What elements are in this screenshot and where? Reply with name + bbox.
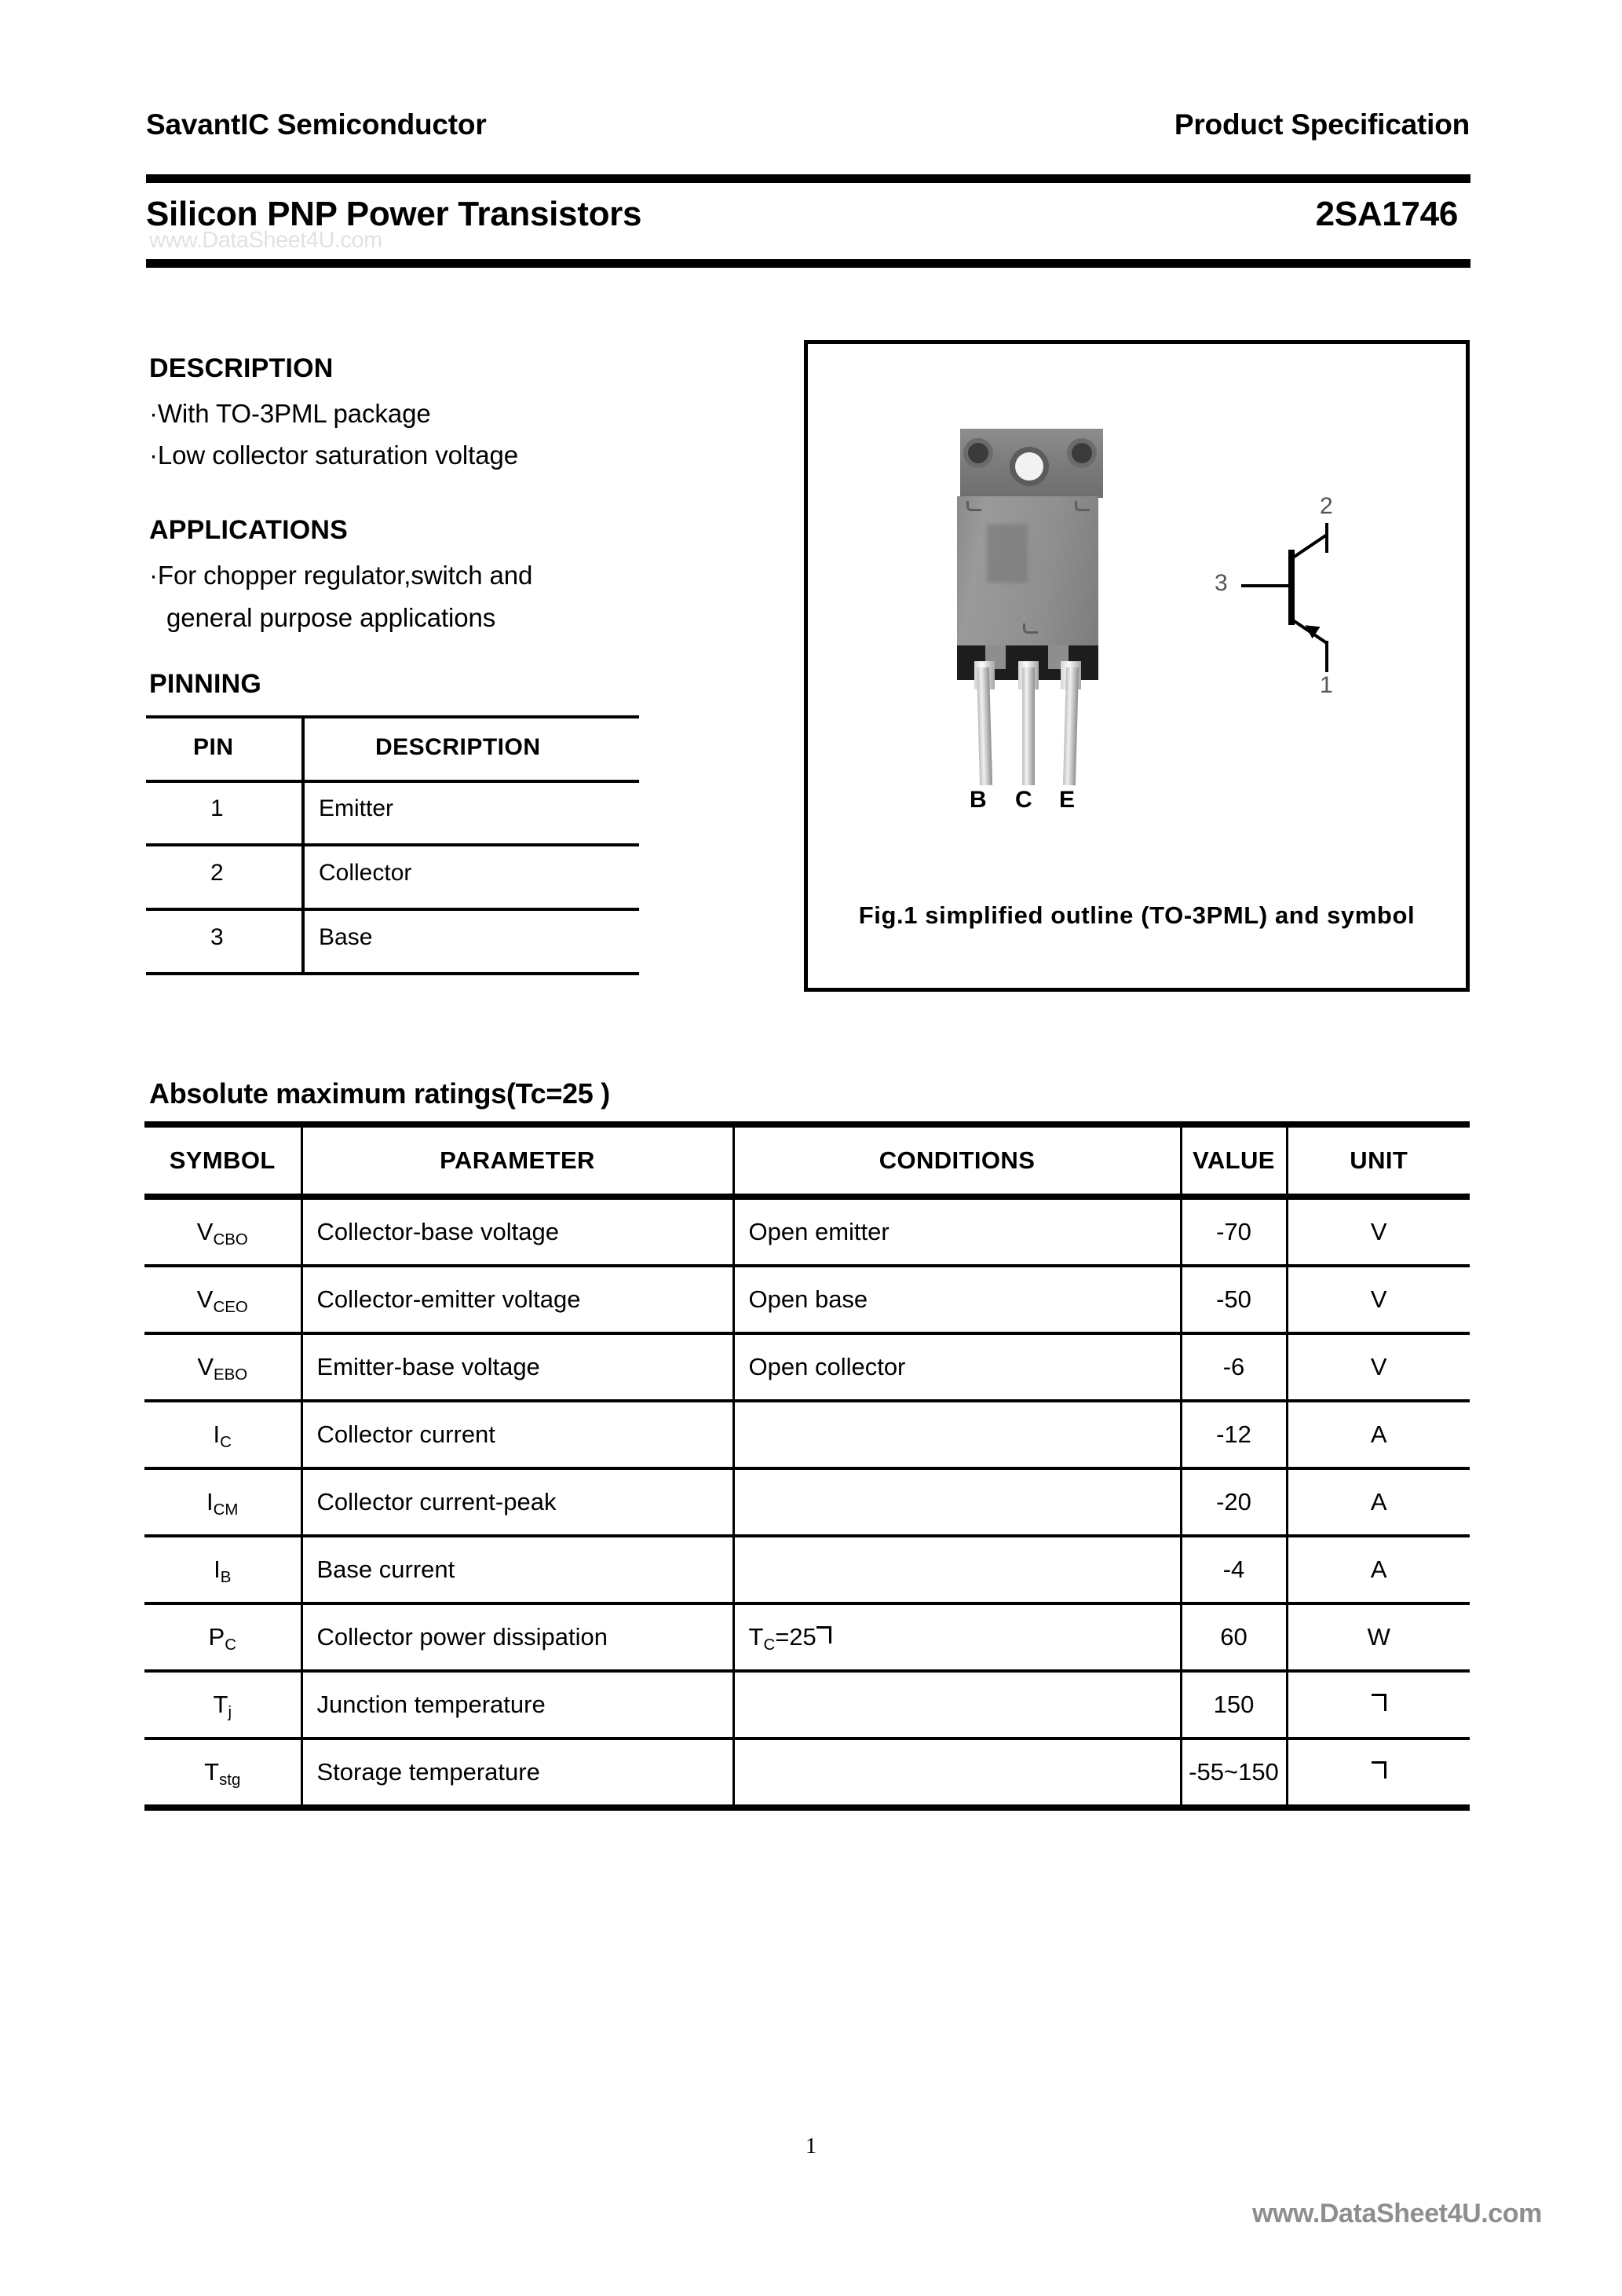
ratings-row-5-unit: A [1287,1536,1470,1603]
ratings-row-5-parameter: Base current [301,1536,733,1603]
symbol-base-lead [1241,584,1290,587]
pnp-transistor-symbol [1215,493,1381,698]
ratings-row-6-unit: W [1287,1603,1470,1671]
ratings-row-5-value: -4 [1181,1536,1287,1603]
footer-watermark: www.DataSheet4U.com [1251,2199,1542,2228]
package-notch-right [1075,501,1090,511]
pinning-row-2-pin: 3 [210,924,224,950]
pinning-row-1-description: Collector [319,860,412,886]
header-rule-top [146,174,1470,183]
symbol-pin-2-label: 2 [1320,493,1333,519]
degree-celsius-glyph-icon [1372,1694,1386,1711]
ratings-row-8-unit [1287,1738,1470,1808]
pinning-heading: PINNING [149,669,262,699]
ratings-row-5-symbol: $I_B$ [144,1536,301,1603]
symbol-pin-1-label: 1 [1320,672,1333,698]
ratings-row-1-conditions: Open base [733,1266,1181,1333]
ratings-row-6-symbol: $P_C$ [144,1603,301,1671]
ratings-row-7-conditions [733,1671,1181,1738]
ratings-row-2-unit: V [1287,1333,1470,1401]
pinning-rule-row2 [146,908,639,911]
to3pml-package-image [957,429,1103,813]
page-title: Silicon PNP Power Transistors [146,195,642,233]
ratings-col-symbol: SYMBOL [144,1124,301,1197]
ratings-row-8-symbol: $T_{stg}$ [144,1738,301,1808]
table-row [144,1266,1470,1333]
symbol-collector-diagonal [1292,533,1328,558]
pinning-row-2-description: Base [319,924,373,950]
ratings-row-0-parameter: Collector-base voltage [301,1197,733,1266]
ratings-row-2-conditions: Open collector [733,1333,1181,1401]
ratings-row-0-symbol: $V_{CBO}$ [144,1197,301,1266]
package-marking [987,525,1028,583]
company-name: SavantIC Semiconductor [146,108,487,141]
applications-item-0: ·For chopper regulator,switch and [149,561,533,590]
table-row [144,1401,1470,1468]
package-lead-e [1063,667,1079,785]
ratings-row-7-parameter: Junction temperature [301,1671,733,1738]
ratings-col-unit: UNIT [1287,1124,1470,1197]
ratings-row-6-value: 60 [1181,1603,1287,1671]
ratings-col-parameter: PARAMETER [301,1124,733,1197]
ratings-row-1-value: -50 [1181,1266,1287,1333]
ratings-row-1-unit: V [1287,1266,1470,1333]
symbol-base-bar [1288,550,1295,625]
page-number: 1 [806,2134,816,2159]
ratings-row-0-value: -70 [1181,1197,1287,1266]
package-screw-right [1072,443,1092,463]
table-row [144,1468,1470,1536]
table-row [144,1333,1470,1401]
ratings-row-2-symbol: $V_{EBO}$ [144,1333,301,1401]
ratings-row-4-parameter: Collector current-peak [301,1468,733,1536]
ratings-col-value: VALUE [1181,1124,1287,1197]
ratings-row-8-value: -55~150 [1181,1738,1287,1808]
table-row [144,1536,1470,1603]
ratings-row-4-symbol: $I_{CM}$ [144,1468,301,1536]
ratings-header-row [144,1124,1470,1197]
package-screw-left [968,443,988,463]
ratings-col-conditions: CONDITIONS [733,1124,1181,1197]
package-lead-c [1022,667,1035,785]
ratings-row-6-conditions: $T_C=25$ [733,1603,1181,1671]
pinning-col-description: DESCRIPTION [375,734,541,760]
applications-item-1: general purpose applications [166,603,496,632]
ratings-row-3-parameter: Collector current [301,1401,733,1468]
figure-caption: Fig.1 simplified outline (TO-3PML) and symbol [858,901,1416,929]
description-heading: DESCRIPTION [149,353,334,383]
ratings-table-body [144,1197,1470,1808]
ratings-row-7-value: 150 [1181,1671,1287,1738]
package-pin-label-e: E [1059,787,1076,813]
pinning-rule-row1 [146,843,639,846]
ratings-row-4-conditions [733,1468,1181,1536]
package-pin-label-b: B [970,787,987,813]
table-row [144,1738,1470,1808]
symbol-collector-lead [1325,523,1328,553]
package-notch-left [966,501,981,511]
ratings-row-8-parameter: Storage temperature [301,1738,733,1808]
table-row [144,1197,1470,1266]
description-item-1: ·Low collector saturation voltage [149,441,518,470]
absolute-maximum-ratings-table [144,1121,1470,1811]
ratings-row-0-unit: V [1287,1197,1470,1266]
ratings-row-3-conditions [733,1401,1181,1468]
symbol-pin-3-label: 3 [1215,570,1228,596]
header-watermark: www.DataSheet4U.com [149,228,382,253]
symbol-emitter-lead [1325,641,1328,672]
ratings-row-3-value: -12 [1181,1401,1287,1468]
page-header [146,108,1470,151]
ratings-row-4-value: -20 [1181,1468,1287,1536]
package-mounting-hole [1015,452,1043,481]
ratings-row-3-symbol: $I_C$ [144,1401,301,1468]
degree-celsius-glyph-icon [816,1626,831,1643]
pinning-column-divider [301,715,305,975]
ratings-row-7-unit [1287,1671,1470,1738]
pinning-rule-header [146,780,639,783]
ratings-row-4-unit: A [1287,1468,1470,1536]
ratings-row-0-conditions: Open emitter [733,1197,1181,1266]
ratings-row-1-parameter: Collector-emitter voltage [301,1266,733,1333]
pinning-row-0-description: Emitter [319,795,394,821]
figure-box [804,340,1470,992]
package-pin-label-c: C [1015,787,1032,813]
degree-celsius-glyph-icon [1372,1761,1386,1779]
ratings-row-1-symbol: $V_{CEO}$ [144,1266,301,1333]
table-row [144,1603,1470,1671]
ratings-row-5-conditions [733,1536,1181,1603]
document-type: Product Specification [1174,108,1470,141]
pinning-col-pin: PIN [193,734,234,760]
pinning-row-0-pin: 1 [210,795,224,821]
pinning-rule-bottom [146,972,639,975]
table-row [144,1671,1470,1738]
part-number: 2SA1746 [1315,195,1458,233]
ratings-row-3-unit: A [1287,1401,1470,1468]
ratings-row-8-conditions [733,1738,1181,1808]
pinning-row-1-pin: 2 [210,860,224,886]
ratings-row-7-symbol: $T_j$ [144,1671,301,1738]
applications-heading: APPLICATIONS [149,515,349,545]
header-rule-bottom [146,259,1470,268]
package-notch-bottom [1023,623,1038,634]
description-item-0: ·With TO-3PML package [149,399,431,428]
ratings-title: Absolute maximum ratings(Tc=25 ) [149,1077,610,1110]
ratings-row-2-value: -6 [1181,1333,1287,1401]
ratings-row-6-parameter: Collector power dissipation [301,1603,733,1671]
pinning-rule-top [146,715,639,718]
ratings-row-2-parameter: Emitter-base voltage [301,1333,733,1401]
